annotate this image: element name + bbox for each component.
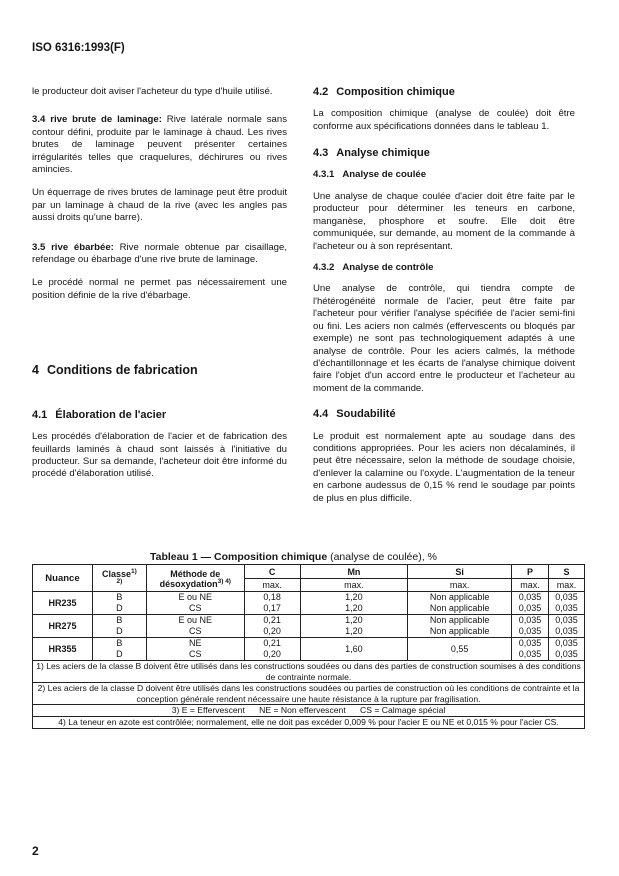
definition-3-4 — [32, 114, 287, 176]
cell-value: CS — [189, 626, 202, 636]
definition-3-4-text: Rive latérale normale sans contour défini, produite par le laminage à chaud. Les rives brutes de laminage peuvent présenter certaines irrégularités telles que craquelures, déchirures ou rives amincies. — [32, 114, 288, 176]
header-mn: Mn — [300, 565, 408, 579]
header-si: Si — [408, 565, 512, 579]
cell-value: B — [116, 615, 123, 625]
intro-paragraph: le producteur doit aviser l'acheteur du type d'huile utilisé. — [32, 86, 273, 97]
section-4-1-title: Élaboration de l'acier — [55, 408, 167, 421]
cell-value: 0,035 — [555, 603, 578, 613]
classe-cell — [92, 638, 146, 661]
grade-cell: HR235 — [33, 592, 93, 615]
section-4-2-number: 4.2 — [313, 86, 329, 98]
section-4-3-1-heading — [313, 169, 575, 181]
page-number: 2 — [32, 844, 39, 858]
grade-cell: HR355 — [33, 638, 93, 661]
mn-cell: 1,60 — [300, 638, 408, 661]
cell-value: 0,035 — [555, 615, 578, 625]
table-row — [33, 592, 585, 615]
definition-3-5-paragraph-2: Le procédé normal ne permet pas nécessairement une position définie de la rive d'ébarbage. — [32, 277, 287, 301]
table-row — [33, 638, 585, 661]
header-classe — [92, 565, 146, 592]
methode-cell — [146, 638, 244, 661]
cell-value: 1,20 — [345, 615, 363, 625]
cell-value: E ou NE — [178, 592, 213, 602]
mn-cell — [300, 615, 408, 638]
cell-value: 1,20 — [345, 603, 363, 613]
section-4-3-number: 4.3 — [313, 147, 329, 160]
footnote-row — [33, 716, 585, 728]
si-cell — [408, 592, 512, 615]
left-column — [32, 86, 287, 481]
grade-cell: HR275 — [33, 615, 93, 638]
table-caption — [150, 551, 437, 563]
footnote-row — [33, 683, 585, 705]
cell-value: 0,035 — [555, 638, 578, 648]
cell-value: Non applicable — [429, 592, 490, 602]
definition-3-5-number: 3.5 — [32, 241, 46, 253]
section-4-3-2-heading — [313, 262, 575, 274]
footnote-row — [33, 661, 585, 683]
c-cell — [244, 638, 300, 661]
footnote-1: 1) Les aciers de la classe B doivent être utilisés dans les constructions soudées ou dans des parties de construction soumises à des conditions de contrainte normale. — [33, 661, 585, 683]
cell-value: 0,035 — [555, 649, 578, 659]
section-4-4-number: 4.4 — [313, 408, 329, 421]
methode-cell — [146, 592, 244, 615]
section-4-3-2-title: Analyse de contrôle — [342, 262, 434, 274]
cell-value: 0,035 — [518, 615, 542, 625]
p-cell — [512, 638, 549, 661]
cell-value: D — [116, 603, 123, 613]
section-4-4-heading — [313, 408, 575, 420]
footnote-4: 4) La teneur en azote est contrôlée; normalement, elle ne doit pas excéder 0,009 % pour l'acier E ou NE et 0,015 % pour l'acier CS. — [33, 716, 585, 728]
cell-value: 0,035 — [555, 626, 578, 636]
cell-value: 0,17 — [263, 603, 281, 613]
footnote-row — [33, 705, 585, 717]
cell-value: D — [116, 649, 123, 659]
cell-value: Non applicable — [429, 603, 490, 613]
header-methode-label: Méthode de désoxydation — [159, 568, 221, 589]
s-cell — [548, 638, 584, 661]
header-nuance: Nuance — [33, 565, 93, 592]
cell-value: NE — [189, 638, 202, 648]
cell-value: B — [116, 638, 123, 648]
section-4-number: 4 — [32, 363, 39, 378]
cell-value: D — [116, 626, 123, 636]
section-4-3-2-text: Une analyse de contrôle, qui tiendra compte de l'hétérogénéité normale de l'acier, peut être faite par l'acheteur pour vérifier l'analyse spécifiée de l'acier semi-fini ou fini. Les aciers non calmés (effervescents ou bloqués par exemple) ne sont pas technologiquement adaptés à une analyse de contrôle. Pour les aciers calmés, la méthode d'échantillonnage et les écarts de l'analyse chimique doivent faire l'objet d'un accord entre le producteur et l'acheteur au moment de la commande. — [313, 283, 575, 394]
section-4-2-heading — [313, 86, 575, 98]
cell-value: Non applicable — [429, 626, 490, 636]
section-4-title: Conditions de fabrication — [46, 363, 198, 378]
cell-value: 0,035 — [518, 626, 542, 636]
section-4-2-text: La composition chimique (analyse de coulée) doit être conforme aux spécifications données dans le tableau 1. — [313, 108, 575, 132]
right-column — [313, 86, 575, 505]
footnote-2: 2) Les aciers de la classe D doivent être utilisés dans les constructions soudées ou parties de construction où les conditions de contrainte et la conception générale rendent nécessaire une haute résistance à la rupture par fragilisation. — [33, 683, 585, 705]
mn-cell — [300, 592, 408, 615]
header-p-max: max. — [512, 579, 549, 592]
section-4-3-1-number: 4.3.1 — [313, 168, 335, 180]
cell-value: 1,20 — [345, 626, 363, 636]
classe-cell — [92, 615, 146, 638]
header-mn-max: max. — [300, 579, 408, 592]
header-classe-note-1: 1) — [131, 567, 137, 575]
header-s: S — [548, 565, 584, 579]
cell-value: 0,18 — [263, 592, 281, 602]
cell-value: 0,20 — [263, 626, 281, 636]
section-4-heading — [32, 364, 287, 376]
cell-value: 0,035 — [518, 649, 542, 659]
cell-value: B — [116, 592, 123, 602]
p-cell — [512, 592, 549, 615]
header-p: P — [512, 565, 549, 579]
cell-value: CS — [189, 603, 202, 613]
section-4-1-text: Les procédés d'élaboration de l'acier et de fabrication des feuillards laminés à chaud sont laissés à l'initiative du producteur. Sur sa demande, l'acheteur doit être informé du procédé d'élaboration utilisé. — [32, 431, 287, 480]
section-4-3-heading — [313, 147, 575, 159]
definition-3-5-term: rive ébarbée: — [51, 241, 114, 253]
table-caption-title: Tableau 1 — Composition chimique — [150, 551, 328, 563]
cell-value: 0,20 — [263, 649, 281, 659]
cell-value: 0,035 — [518, 592, 542, 602]
cell-value: 0,035 — [555, 592, 578, 602]
cell-value: 0,21 — [263, 615, 281, 625]
table-row — [33, 615, 585, 638]
cell-value: 0,035 — [518, 603, 542, 613]
table-caption-rest: (analyse de coulée), % — [327, 551, 437, 563]
p-cell — [512, 615, 549, 638]
cell-value: 1,20 — [345, 592, 363, 602]
header-c: C — [244, 565, 300, 579]
section-4-3-2-number: 4.3.2 — [313, 262, 335, 274]
s-cell — [548, 592, 584, 615]
c-cell — [244, 592, 300, 615]
cell-value: 0,21 — [263, 638, 281, 648]
cell-value: 0,035 — [518, 638, 542, 648]
s-cell — [548, 615, 584, 638]
section-4-2-title: Composition chimique — [336, 86, 455, 98]
c-cell — [244, 615, 300, 638]
classe-cell — [92, 592, 146, 615]
section-4-1-heading — [32, 409, 287, 421]
section-4-1-number: 4.1 — [32, 408, 48, 421]
header-s-max: max. — [548, 579, 584, 592]
si-cell — [408, 615, 512, 638]
header-classe-label: Classe — [101, 568, 132, 579]
section-4-4-text: Le produit est normalement apte au soudage dans des conditions appropriées. Pour les aciers non décalaminés, il peut être nécessaire, selon la méthode de soudage choisie, d'enlever la calamine ou l'oxyde. L'augmentation de la teneur en carbone audessus de 0,15 % rend le soudage par points de plus en plus difficile. — [313, 430, 575, 504]
si-cell: 0,55 — [408, 638, 512, 661]
cell-value: E ou NE — [178, 615, 213, 625]
header-classe-note-2: 2) — [116, 577, 123, 585]
definition-3-4-term: rive brute de laminage: — [50, 114, 162, 126]
section-4-3-title: Analyse chimique — [336, 147, 430, 160]
definition-3-5-text: Rive normale obtenue par cisaillage, refendage ou ébarbage d'une rive brute de laminage. — [32, 241, 288, 266]
definition-3-4-paragraph-2: Un équerrage de rives brutes de laminage peut être produit par un laminage à chaud de la rive (avec les angles pas aussi droits qu'une barre). — [32, 187, 287, 224]
header-methode-notes: 3) 4) — [217, 577, 231, 585]
definition-3-5 — [32, 242, 287, 267]
header-si-max: max. — [408, 579, 512, 592]
methode-cell — [146, 615, 244, 638]
section-4-4-title: Soudabilité — [336, 408, 396, 421]
page-header: ISO 6316:1993(F) — [32, 42, 125, 54]
cell-value: CS — [189, 649, 202, 659]
header-c-max: max. — [244, 579, 300, 592]
composition-table — [32, 564, 585, 729]
cell-value: Non applicable — [429, 615, 490, 625]
definition-3-4-number: 3.4 — [32, 114, 46, 126]
section-4-3-1-text: Une analyse de chaque coulée d'acier doit être faite par le producteur pour déterminer les teneurs en carbone, manganèse, phosphore et soufre. Elle doit être communiquée, sur demande, au moment de la commande à l'acheteur ou à son représentant. — [313, 191, 575, 252]
header-methode — [146, 565, 244, 592]
footnote-3: 3) E = Effervescent NE = Non effervescent CS = Calmage spécial — [33, 705, 585, 717]
section-4-3-1-title: Analyse de coulée — [342, 168, 427, 180]
